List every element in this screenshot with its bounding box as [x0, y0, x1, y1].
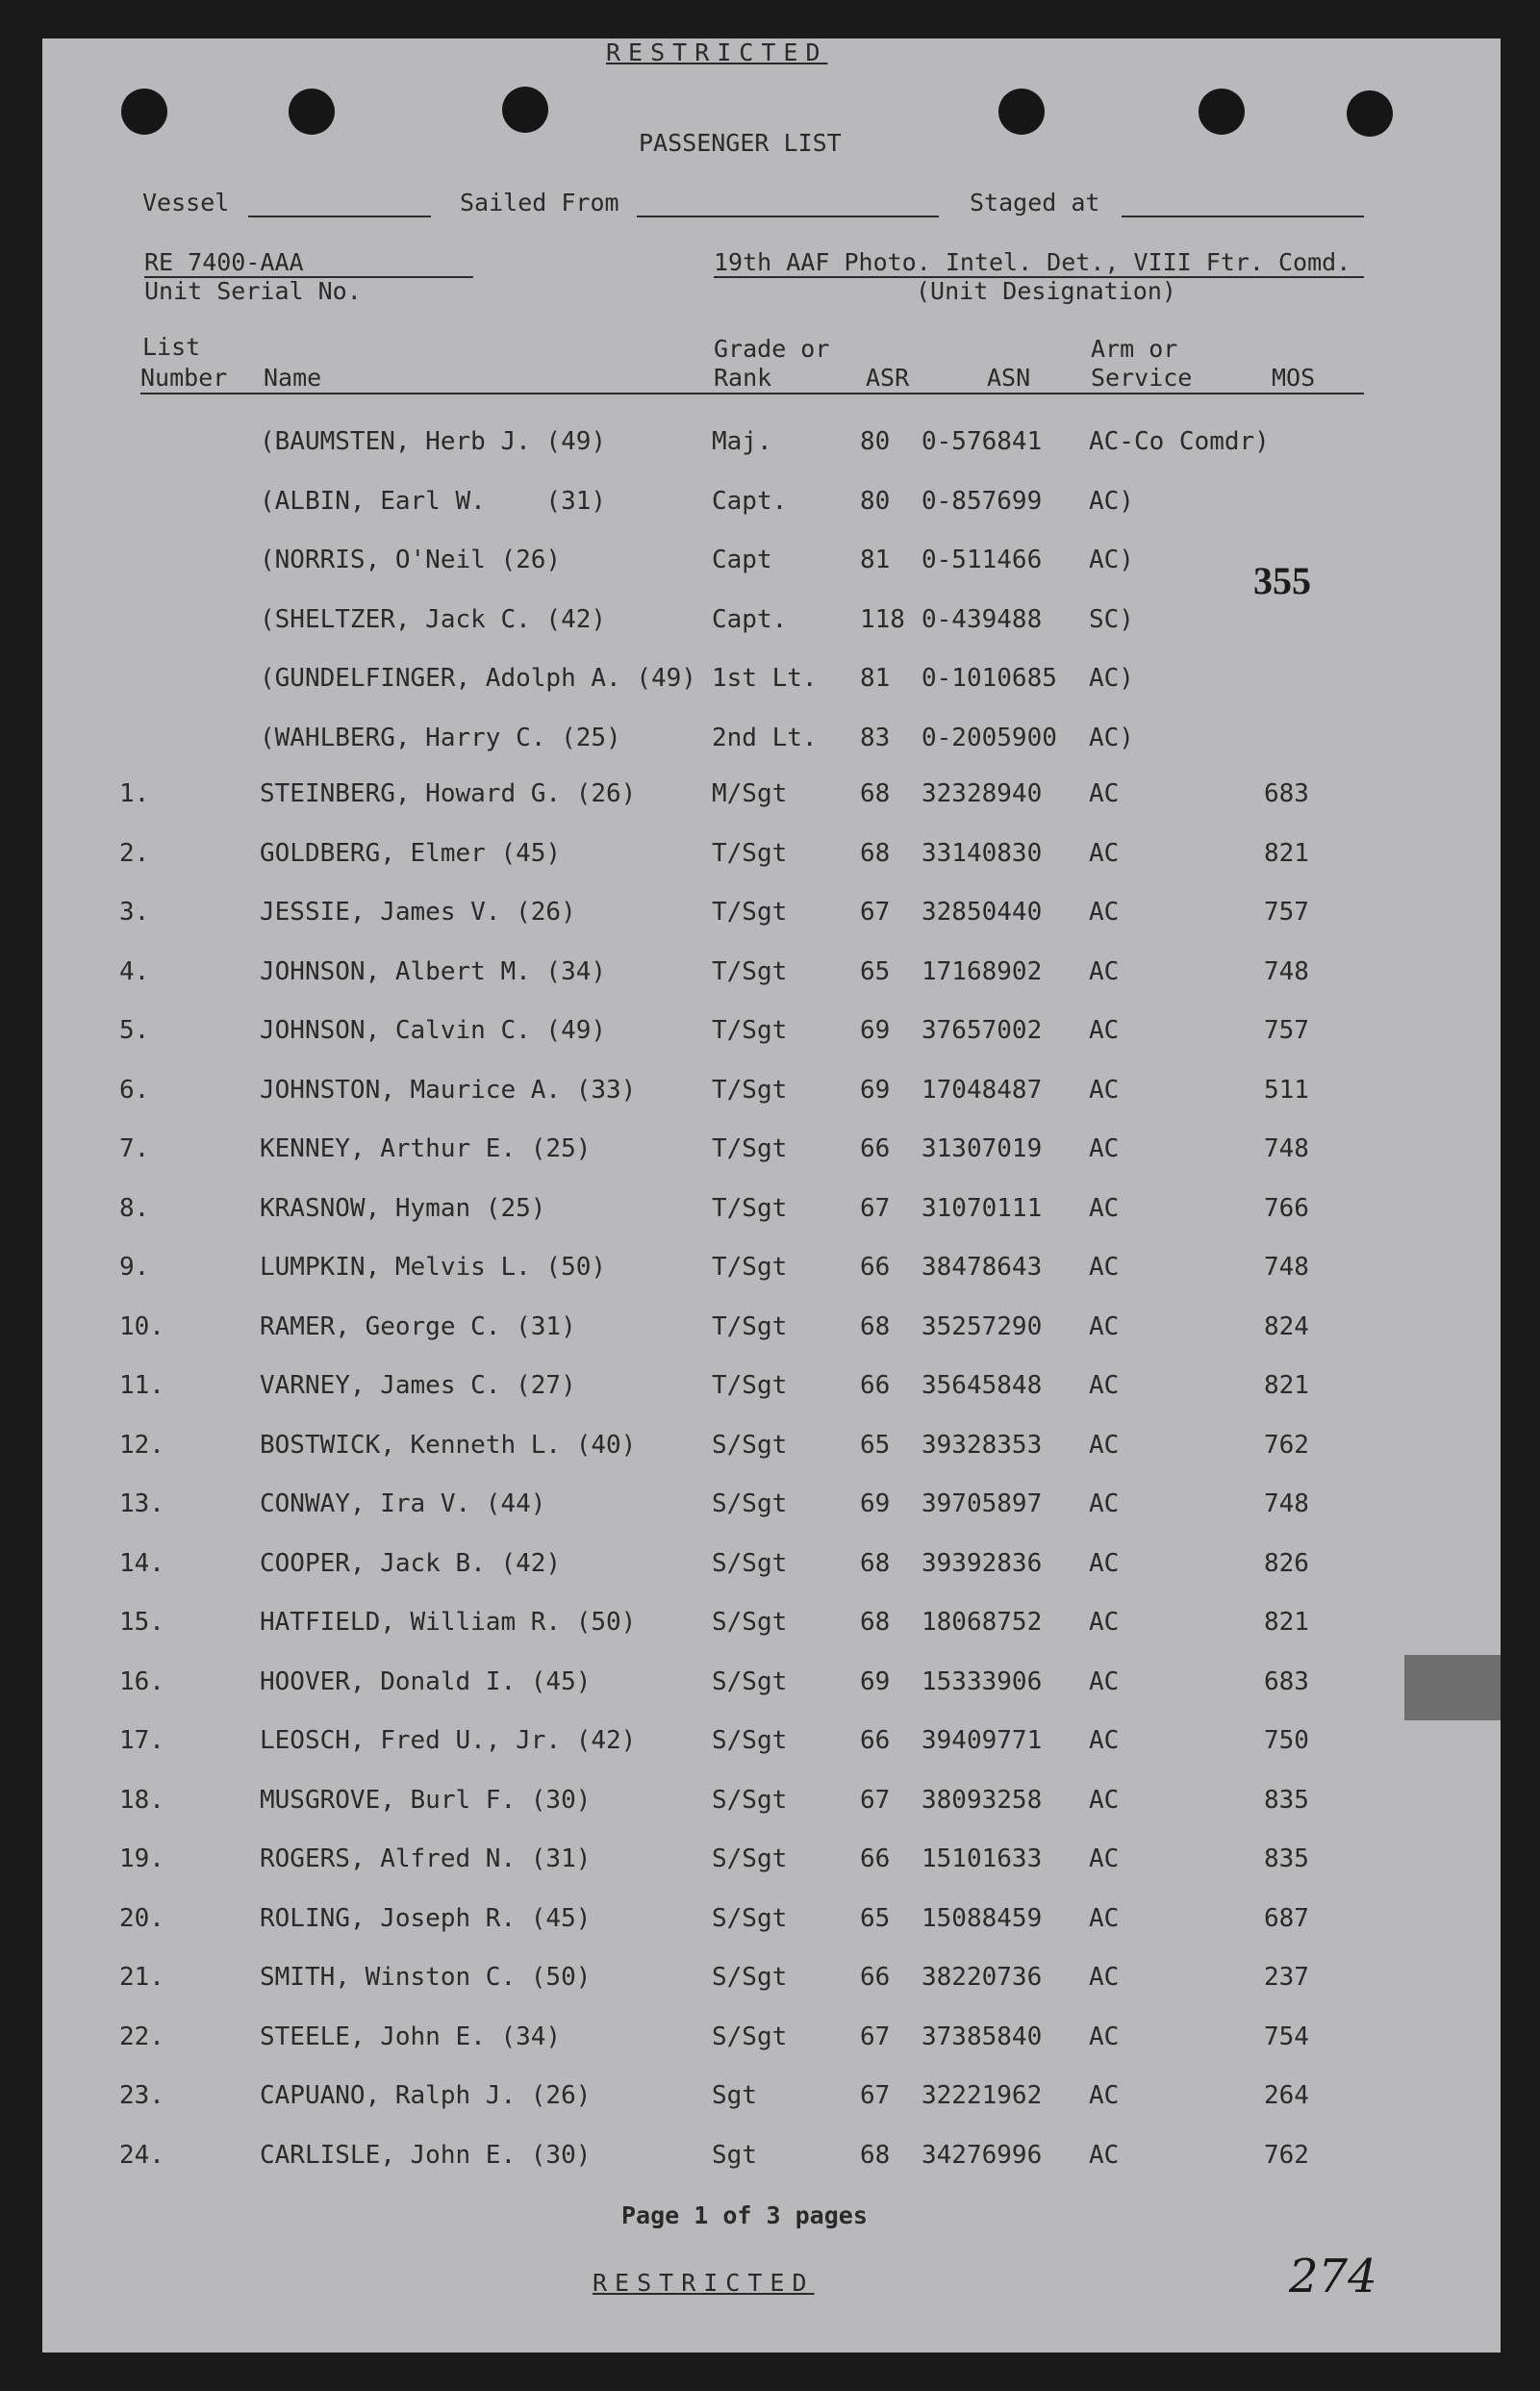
classification-top: RESTRICTED [606, 38, 828, 66]
cell-rank: 1st Lt. [712, 664, 818, 693]
cell-mos: 511 [1264, 1075, 1309, 1105]
cell-asn: 37385840 [921, 2022, 1043, 2051]
cell-rank: S/Sgt [712, 1963, 788, 1992]
column-header-line [140, 393, 1364, 394]
cell-asr: 68 [860, 1548, 891, 1578]
vessel-field-line [248, 216, 431, 217]
cell-asn: 31307019 [921, 1134, 1043, 1163]
cell-arm: SC) [1089, 604, 1134, 634]
cell-arm: AC [1089, 1608, 1120, 1637]
cell-asn: 39392836 [921, 1548, 1043, 1578]
cell-asr: 118 [860, 604, 905, 634]
cell-name: CAPUANO, Ralph J. (26) [260, 2081, 592, 2110]
cell-num: 12. [119, 1430, 164, 1460]
cell-asr: 65 [860, 1903, 891, 1933]
cell-num: 6. [119, 1075, 150, 1105]
cell-name: HATFIELD, William R. (50) [260, 1608, 637, 1637]
cell-rank: S/Sgt [712, 1548, 788, 1578]
cell-rank: Maj. [712, 427, 772, 456]
cell-asr: 66 [860, 1371, 891, 1400]
cell-asr: 68 [860, 779, 891, 808]
cell-num: 2. [119, 838, 150, 868]
cell-mos: 683 [1264, 1666, 1309, 1696]
cell-asr: 66 [860, 1726, 891, 1755]
cell-mos: 826 [1264, 1548, 1309, 1578]
cell-name: GOLDBERG, Elmer (45) [260, 838, 562, 868]
cell-name: STEINBERG, Howard G. (26) [260, 779, 637, 808]
cell-mos: 821 [1264, 1608, 1309, 1637]
cell-rank: T/Sgt [712, 956, 788, 986]
cell-name: JOHNSON, Albert M. (34) [260, 956, 607, 986]
cell-name: JOHNSTON, Maurice A. (33) [260, 1075, 637, 1105]
cell-num: 9. [119, 1253, 150, 1282]
cell-name: (GUNDELFINGER, Adolph A. (49) [260, 664, 696, 693]
cell-name: HOOVER, Donald I. (45) [260, 1666, 592, 1696]
cell-rank: T/Sgt [712, 1016, 788, 1045]
cell-rank: T/Sgt [712, 1193, 788, 1223]
cell-arm: AC [1089, 1430, 1120, 1460]
col-asn: ASN [987, 364, 1031, 392]
cell-asn: 38478643 [921, 1253, 1043, 1282]
cell-asn: 15088459 [921, 1903, 1043, 1933]
cell-arm: AC) [1089, 664, 1134, 693]
col-name: Name [264, 364, 322, 392]
cell-asn: 0-2005900 [921, 723, 1057, 752]
cell-arm: AC [1089, 1726, 1120, 1755]
cell-asr: 83 [860, 723, 891, 752]
sailed-from-field-line [637, 216, 939, 217]
cell-asn: 39705897 [921, 1489, 1043, 1518]
cell-asn: 31070111 [921, 1193, 1043, 1223]
cell-asr: 66 [860, 1134, 891, 1163]
cell-arm: AC [1089, 1548, 1120, 1578]
stamp-number: 355 [1253, 559, 1311, 602]
cell-num: 14. [119, 1548, 164, 1578]
staged-at-field-line [1122, 216, 1364, 217]
cell-mos: 835 [1264, 1844, 1309, 1873]
cell-rank: S/Sgt [712, 1785, 788, 1815]
cell-asn: 32850440 [921, 898, 1043, 927]
cell-rank: T/Sgt [712, 1253, 788, 1282]
cell-rank: 2nd Lt. [712, 723, 818, 752]
cell-name: COOPER, Jack B. (42) [260, 1548, 562, 1578]
cell-arm: AC [1089, 1253, 1120, 1282]
cell-asn: 33140830 [921, 838, 1043, 868]
cell-rank: Sgt [712, 2081, 757, 2110]
staged-at-label: Staged at [970, 189, 1100, 216]
cell-num: 17. [119, 1726, 164, 1755]
cell-name: (NORRIS, O'Neil (26) [260, 546, 562, 574]
cell-asr: 69 [860, 1666, 891, 1696]
handwritten-number: 274 [1289, 2250, 1377, 2303]
cell-asr: 65 [860, 1430, 891, 1460]
index-tab [1404, 1655, 1501, 1720]
vessel-label: Vessel [142, 189, 230, 216]
cell-rank: T/Sgt [712, 1371, 788, 1400]
punch-hole [1347, 90, 1393, 137]
unit-designation-value: 19th AAF Photo. Intel. Det., VIII Ftr. Comd. [714, 248, 1351, 276]
cell-name: LEOSCH, Fred U., Jr. (42) [260, 1726, 637, 1755]
cell-rank: M/Sgt [712, 779, 788, 808]
cell-asr: 81 [860, 546, 891, 574]
cell-arm: AC [1089, 2140, 1120, 2170]
cell-arm: AC [1089, 1666, 1120, 1696]
cell-asn: 17048487 [921, 1075, 1043, 1105]
cell-asn: 15101633 [921, 1844, 1043, 1873]
cell-num: 22. [119, 2022, 164, 2051]
cell-asn: 15333906 [921, 1666, 1043, 1696]
cell-asn: 32328940 [921, 779, 1043, 808]
cell-asr: 69 [860, 1016, 891, 1045]
cell-num: 15. [119, 1608, 164, 1637]
cell-asn: 39328353 [921, 1430, 1043, 1460]
col-arm-top: Arm or [1091, 335, 1178, 363]
col-list-number-bottom: Number [140, 364, 228, 392]
classification-bottom: RESTRICTED [593, 2269, 815, 2297]
cell-num: 1. [119, 779, 150, 808]
cell-arm: AC [1089, 1193, 1120, 1223]
col-grade-bottom: Rank [714, 364, 772, 392]
cell-name: ROLING, Joseph R. (45) [260, 1903, 592, 1933]
col-arm-bottom: Service [1091, 364, 1193, 392]
cell-name: LUMPKIN, Melvis L. (50) [260, 1253, 607, 1282]
cell-arm: AC [1089, 1134, 1120, 1163]
cell-asr: 67 [860, 1193, 891, 1223]
cell-rank: T/Sgt [712, 1075, 788, 1105]
cell-asr: 69 [860, 1489, 891, 1518]
cell-mos: 821 [1264, 838, 1309, 868]
cell-rank: S/Sgt [712, 1489, 788, 1518]
cell-rank: S/Sgt [712, 1608, 788, 1637]
punch-hole [289, 89, 335, 135]
cell-rank: T/Sgt [712, 1134, 788, 1163]
col-list-number-top: List [142, 333, 201, 361]
cell-rank: S/Sgt [712, 2022, 788, 2051]
cell-asn: 34276996 [921, 2140, 1043, 2170]
col-asr: ASR [866, 364, 910, 392]
cell-name: (BAUMSTEN, Herb J. (49) [260, 427, 607, 456]
cell-name: (SHELTZER, Jack C. (42) [260, 604, 607, 634]
cell-name: MUSGROVE, Burl F. (30) [260, 1785, 592, 1815]
cell-asn: 0-576841 [921, 427, 1043, 456]
cell-asn: 17168902 [921, 956, 1043, 986]
cell-num: 18. [119, 1785, 164, 1815]
cell-name: KRASNOW, Hyman (25) [260, 1193, 546, 1223]
cell-name: KENNEY, Arthur E. (25) [260, 1134, 592, 1163]
cell-num: 16. [119, 1666, 164, 1696]
cell-asr: 66 [860, 1844, 891, 1873]
cell-mos: 748 [1264, 1489, 1309, 1518]
cell-asn: 18068752 [921, 1608, 1043, 1637]
cell-arm: AC [1089, 1963, 1120, 1992]
cell-name: CONWAY, Ira V. (44) [260, 1489, 546, 1518]
cell-asr: 80 [860, 427, 891, 456]
cell-num: 23. [119, 2081, 164, 2110]
cell-num: 19. [119, 1844, 164, 1873]
cell-rank: S/Sgt [712, 1726, 788, 1755]
unit-designation-label: (Unit Designation) [916, 277, 1176, 305]
cell-mos: 683 [1264, 779, 1309, 808]
punch-hole [502, 87, 548, 133]
cell-rank: S/Sgt [712, 1903, 788, 1933]
cell-mos: 264 [1264, 2081, 1309, 2110]
cell-asr: 81 [860, 664, 891, 693]
cell-num: 5. [119, 1016, 150, 1045]
cell-name: CARLISLE, John E. (30) [260, 2140, 592, 2170]
cell-mos: 766 [1264, 1193, 1309, 1223]
cell-name: BOSTWICK, Kenneth L. (40) [260, 1430, 637, 1460]
cell-asr: 67 [860, 1785, 891, 1815]
cell-asn: 35257290 [921, 1311, 1043, 1341]
cell-num: 20. [119, 1903, 164, 1933]
cell-rank: Capt [712, 546, 772, 574]
cell-num: 10. [119, 1311, 164, 1341]
cell-num: 4. [119, 956, 150, 986]
cell-asn: 39409771 [921, 1726, 1043, 1755]
punch-hole [121, 89, 167, 135]
cell-arm: AC [1089, 1903, 1120, 1933]
page-title: PASSENGER LIST [639, 129, 842, 157]
cell-asn: 0-439488 [921, 604, 1043, 634]
cell-rank: Capt. [712, 486, 788, 516]
cell-num: 7. [119, 1134, 150, 1163]
cell-asr: 66 [860, 1253, 891, 1282]
cell-name: JESSIE, James V. (26) [260, 898, 576, 927]
cell-asr: 65 [860, 956, 891, 986]
cell-asr: 66 [860, 1963, 891, 1992]
cell-asn: 38093258 [921, 1785, 1043, 1815]
cell-name: SMITH, Winston C. (50) [260, 1963, 592, 1992]
cell-mos: 687 [1264, 1903, 1309, 1933]
cell-arm: AC [1089, 838, 1120, 868]
cell-arm: AC [1089, 1075, 1120, 1105]
punch-hole [998, 89, 1045, 135]
cell-arm: AC [1089, 1371, 1120, 1400]
cell-num: 11. [119, 1371, 164, 1400]
cell-rank: S/Sgt [712, 1844, 788, 1873]
cell-arm: AC [1089, 1844, 1120, 1873]
cell-rank: S/Sgt [712, 1666, 788, 1696]
cell-name: (WAHLBERG, Harry C. (25) [260, 723, 621, 752]
cell-asr: 68 [860, 2140, 891, 2170]
unit-serial-value: RE 7400-AAA [144, 248, 304, 276]
cell-mos: 748 [1264, 1134, 1309, 1163]
cell-arm: AC [1089, 956, 1120, 986]
cell-name: JOHNSON, Calvin C. (49) [260, 1016, 607, 1045]
col-mos: MOS [1272, 364, 1316, 392]
cell-asn: 0-1010685 [921, 664, 1057, 693]
cell-arm: AC [1089, 2022, 1120, 2051]
cell-arm: AC [1089, 1311, 1120, 1341]
sailed-from-label: Sailed From [460, 189, 619, 216]
cell-mos: 748 [1264, 1253, 1309, 1282]
cell-asr: 67 [860, 2022, 891, 2051]
cell-arm: AC) [1089, 723, 1134, 752]
cell-mos: 748 [1264, 956, 1309, 986]
col-grade-top: Grade or [714, 335, 830, 363]
cell-rank: T/Sgt [712, 898, 788, 927]
cell-arm: AC [1089, 1489, 1120, 1518]
cell-num: 21. [119, 1963, 164, 1992]
cell-asr: 69 [860, 1075, 891, 1105]
page-footer: Page 1 of 3 pages [621, 2201, 868, 2229]
cell-arm: AC) [1089, 546, 1134, 574]
cell-asn: 38220736 [921, 1963, 1043, 1992]
cell-rank: Capt. [712, 604, 788, 634]
cell-asn: 35645848 [921, 1371, 1043, 1400]
cell-mos: 762 [1264, 2140, 1309, 2170]
cell-rank: T/Sgt [712, 838, 788, 868]
cell-arm: AC [1089, 1016, 1120, 1045]
cell-asr: 68 [860, 838, 891, 868]
cell-asn: 0-857699 [921, 486, 1043, 516]
cell-num: 24. [119, 2140, 164, 2170]
cell-arm: AC [1089, 898, 1120, 927]
cell-asn: 32221962 [921, 2081, 1043, 2110]
cell-asr: 67 [860, 898, 891, 927]
cell-name: RAMER, George C. (31) [260, 1311, 576, 1341]
cell-name: VARNEY, James C. (27) [260, 1371, 576, 1400]
cell-mos: 835 [1264, 1785, 1309, 1815]
cell-rank: Sgt [712, 2140, 757, 2170]
cell-mos: 750 [1264, 1726, 1309, 1755]
cell-arm: AC [1089, 779, 1120, 808]
cell-mos: 762 [1264, 1430, 1309, 1460]
cell-name: ROGERS, Alfred N. (31) [260, 1844, 592, 1873]
cell-arm: AC [1089, 1785, 1120, 1815]
cell-num: 3. [119, 898, 150, 927]
cell-asr: 68 [860, 1311, 891, 1341]
cell-asr: 80 [860, 486, 891, 516]
cell-name: STEELE, John E. (34) [260, 2022, 562, 2051]
cell-mos: 821 [1264, 1371, 1309, 1400]
cell-arm: AC) [1089, 486, 1134, 516]
cell-name: (ALBIN, Earl W. (31) [260, 486, 607, 516]
cell-mos: 757 [1264, 1016, 1309, 1045]
cell-rank: S/Sgt [712, 1430, 788, 1460]
cell-rank: T/Sgt [712, 1311, 788, 1341]
punch-hole [1199, 89, 1245, 135]
cell-num: 13. [119, 1489, 164, 1518]
cell-num: 8. [119, 1193, 150, 1223]
cell-asn: 0-511466 [921, 546, 1043, 574]
cell-mos: 824 [1264, 1311, 1309, 1341]
cell-arm: AC-Co Comdr) [1089, 427, 1270, 456]
cell-mos: 237 [1264, 1963, 1309, 1992]
cell-mos: 754 [1264, 2022, 1309, 2051]
cell-asr: 68 [860, 1608, 891, 1637]
cell-mos: 757 [1264, 898, 1309, 927]
cell-asn: 37657002 [921, 1016, 1043, 1045]
unit-serial-label: Unit Serial No. [144, 277, 362, 305]
cell-arm: AC [1089, 2081, 1120, 2110]
cell-asr: 67 [860, 2081, 891, 2110]
